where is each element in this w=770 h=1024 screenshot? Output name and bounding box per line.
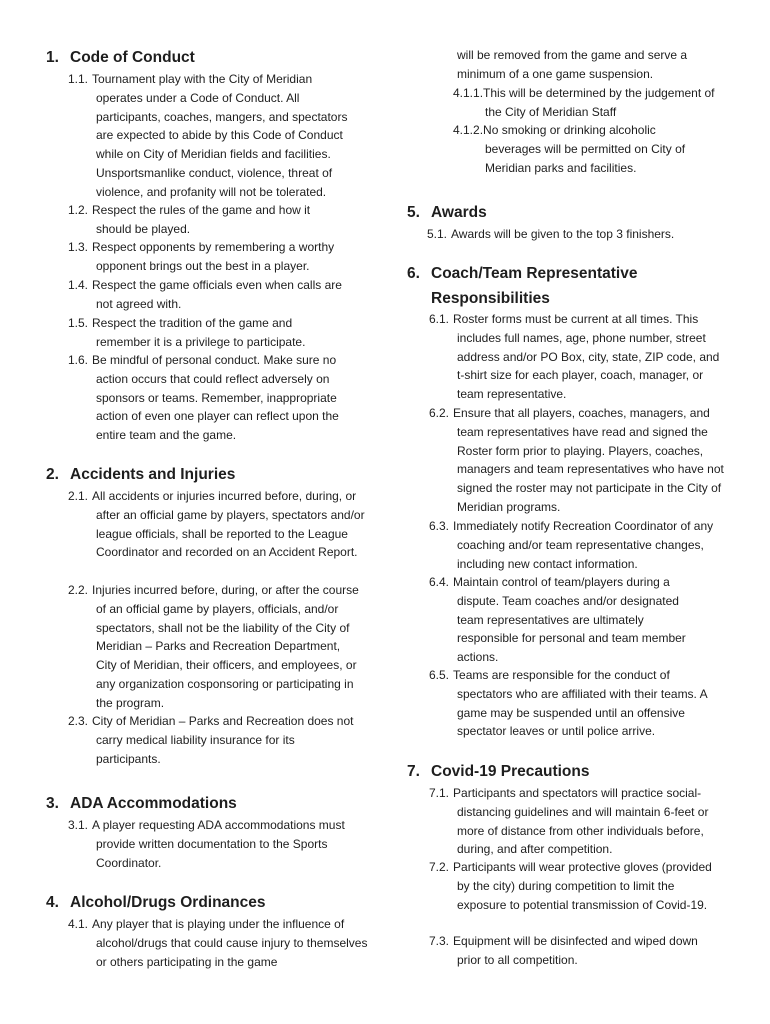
list-item: 5.1. Awards will be given to the top 3 finishers. [427, 227, 675, 241]
list-subitem: 4.1.2.No smoking or drinking alcoholic beverages will be permitted on City of Meridian parks and facilities. [453, 123, 686, 175]
section-number: 1. [46, 49, 59, 66]
list-item: 7.2. Participants will wear protective gloves (provided by the city) during competition to limit the exposure to potential transmission of Covid-19. [429, 860, 712, 912]
list-item: 1.5. Respect the tradition of the game and remember it is a privilege to participate. [68, 316, 306, 349]
list-item: 2.1. All accidents or injuries incurred before, during, or after an official game by players, spectators and/or league officials, shall be reported to the League Coordinator and recorded on an Accident Report. [68, 489, 365, 560]
section-heading [407, 201, 487, 225]
list-item: 4.1. Any player that is playing under the influence of alcohol/drugs that could cause injury to themselves or others participating in the game [68, 917, 368, 969]
list-item: 6.5. Teams are responsible for the conduct of spectators who are affiliated with their teams. A game may be suspended until an offensive spectator leaves or until police arrive. [429, 668, 707, 739]
list-item: 3.1. A player requesting ADA accommodations must provide written documentation to the Sports Coordinator. [68, 818, 345, 870]
section-heading [46, 463, 235, 487]
section-heading [46, 46, 195, 70]
section-title: Covid-19 Precautions [431, 763, 590, 780]
list-item: 1.1. Tournament play with the City of Meridian operates under a Code of Conduct. All participants, coaches, mangers, and spectators are expected to abide by this Code of Conduct while on City of Meridian fields and facilities. Unsportsmanlike conduct, violence, threat of violence, and profanity will not be tolerated. [68, 72, 348, 199]
list-item: 6.1. Roster forms must be current at all times. This includes full names, age, phone number, street address and/or PO Box, city, state, ZIP code, and t-shirt size for each player, coach, manager, or team representative. [429, 312, 720, 401]
list-item: 2.2. Injuries incurred before, during, or after the course of an official game by players, officials, and/or spectators, shall not be the liability of the City of Meridian – Parks and Recreation Department, City of Meridian, their officers, and employees, or any organization cosponsoring or participating in the program. [68, 583, 359, 710]
section-title: Alcohol/Drugs Ordinances [70, 894, 266, 911]
list-item: 1.4. Respect the game officials even when calls are not agreed with. [68, 278, 342, 311]
list-item: 1.2. Respect the rules of the game and how it should be played. [68, 203, 311, 236]
list-item: 7.3. Equipment will be disinfected and wiped down prior to all competition. [429, 934, 698, 967]
section-heading [407, 760, 590, 784]
list-item: 1.6. Be mindful of personal conduct. Make sure no action occurs that could reflect adversely on sponsors or teams. Remember, inappropriate action of even one player can reflect upon the entire team and the game. [68, 353, 339, 442]
section-number: 7. [407, 763, 420, 780]
section-number: 6. [407, 265, 420, 282]
section-heading [46, 891, 266, 915]
section-number: 2. [46, 466, 59, 483]
list-item: 6.4. Maintain control of team/players during a dispute. Team coaches and/or designated team representatives are ultimately responsible for personal and team member actions. [429, 575, 686, 664]
section-heading [46, 792, 237, 816]
section-number: 5. [407, 204, 420, 221]
continuation-text: will be removed from the game and serve a minimum of a one game suspension. [457, 48, 688, 81]
section-number: 4. [46, 894, 59, 911]
section-title: Accidents and Injuries [70, 466, 236, 483]
list-item: 7.1. Participants and spectators will practice social-distancing guidelines and will maintain 6-feet or more of distance from other individuals before, during, and after competition. [429, 786, 709, 857]
list-item: 1.3. Respect opponents by remembering a worthy opponent brings out the best in a player. [68, 240, 335, 273]
section-title: Awards [431, 204, 487, 221]
section-title: Coach/Team Representative [431, 265, 638, 282]
list-item: 6.3. Immediately notify Recreation Coordinator of any coaching and/or team representative changes, including new contact information. [429, 519, 714, 571]
list-item: 6.2. Ensure that all players, coaches, managers, and team representatives have read and signed the Roster form prior to playing. Players, coaches, managers and team representatives who have not signed the roster may not participate in the City of Meridian programs. [429, 406, 724, 514]
section-number: 3. [46, 795, 59, 812]
section-heading [407, 262, 637, 286]
section-heading-continued: Responsibilities [431, 290, 550, 307]
list-subitem: 4.1.1.This will be determined by the judgement of the City of Meridian Staff [453, 86, 715, 119]
section-title: Code of Conduct [70, 49, 195, 66]
section-title: ADA Accommodations [70, 795, 237, 812]
list-item: 2.3. City of Meridian – Parks and Recreation does not carry medical liability insurance for its participants. [68, 714, 354, 766]
